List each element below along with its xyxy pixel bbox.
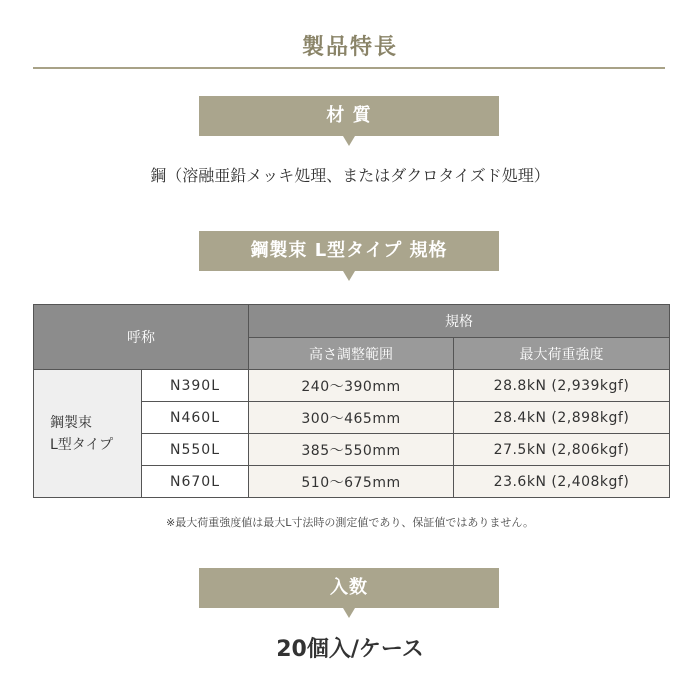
range-cell: 240～390mm <box>249 370 454 402</box>
model-cell: N550L <box>142 434 249 466</box>
title-divider <box>33 67 665 69</box>
header-height-range: 高さ調整範囲 <box>249 338 454 370</box>
range-cell: 300～465mm <box>249 402 454 434</box>
spec-heading-banner <box>199 231 499 271</box>
product-name-cell <box>34 370 142 498</box>
header-max-strength: 最大荷重強度 <box>454 338 670 370</box>
header-spec: 規格 <box>249 305 670 338</box>
quantity-heading-banner <box>199 568 499 608</box>
quantity-text: 20個入/ケース <box>276 637 424 662</box>
strength-cell: 28.4kN (2,898kgf) <box>454 402 670 434</box>
page-title: 製品特長 <box>301 35 398 60</box>
model-cell: N460L <box>142 402 249 434</box>
model-cell: N390L <box>142 370 249 402</box>
spec-table <box>33 304 670 498</box>
strength-cell: 27.5kN (2,806kgf) <box>454 434 670 466</box>
model-cell: N670L <box>142 466 249 498</box>
strength-cell: 23.6kN (2,408kgf) <box>454 466 670 498</box>
quantity-heading: 入数 <box>330 577 368 598</box>
material-description: 鋼（溶融亜鉛メッキ処理、またはダクロタイズド処理） <box>150 166 550 185</box>
product-name-line2: L型タイプ <box>50 436 114 453</box>
material-heading-banner <box>199 96 499 136</box>
range-cell: 385～550mm <box>249 434 454 466</box>
range-cell: 510～675mm <box>249 466 454 498</box>
material-heading: 材 質 <box>326 105 372 126</box>
table-row <box>34 370 670 402</box>
spec-heading: 鋼製束 L型タイプ 規格 <box>250 240 448 261</box>
header-name: 呼称 <box>34 305 249 370</box>
strength-cell: 28.8kN (2,939kgf) <box>454 370 670 402</box>
strength-footnote: ※最大荷重強度値は最大L寸法時の測定値であり、保証値ではありません。 <box>165 516 534 529</box>
product-name-line1: 鋼製束 <box>50 414 92 431</box>
